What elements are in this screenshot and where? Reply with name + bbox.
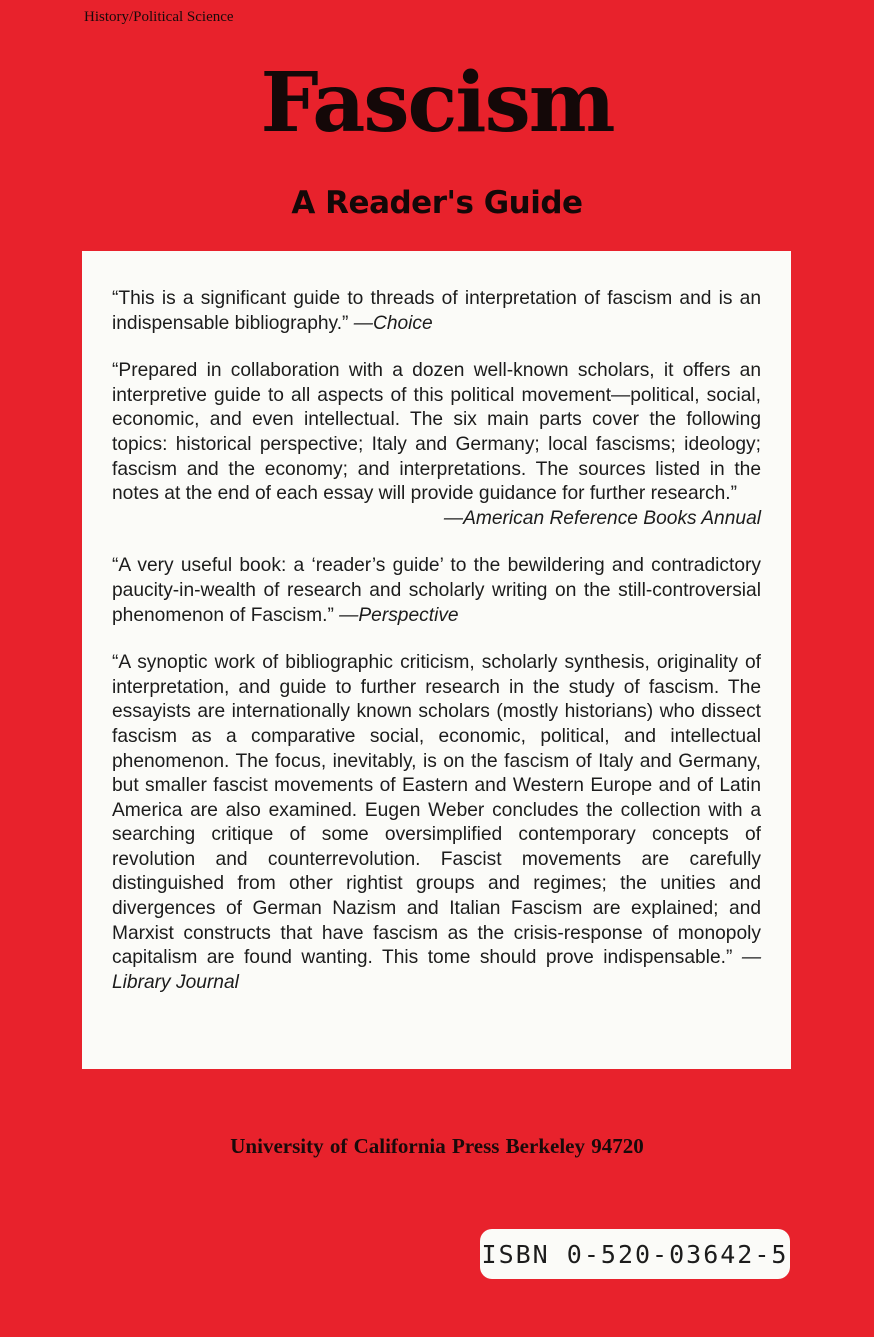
publisher-line: University of California Press Berkeley 94720 [230,1134,644,1158]
category-label: History/Political Science [84,9,234,25]
quote-text: “This is a significant guide to threads of interpretation of fascism and is an indispensable bibliography.” [112,288,761,334]
review-quote [112,359,761,531]
isbn-box [480,1229,790,1279]
isbn-number: ISBN 0-520-03642-5 [481,1239,789,1269]
quote-text: “Prepared in collaboration with a dozen well-known scholars, it offers an interpretive guide to all aspects of this political movement—political, social, economic, and even intellectual. The six main parts cover the following topics: historical perspective; Italy and Germany; local fascisms; ideology; fascism and the economy; and interpretations. The sources listed in the notes at the end of each essay will provide guidance for further research.” [112,360,761,505]
review-quotes-panel [82,251,791,1069]
review-quote [112,651,761,995]
review-quote [112,287,761,336]
quote-source: —Choice [353,312,433,334]
book-title: Fascism [260,55,614,151]
review-quote [112,554,761,628]
book-subtitle: A Reader's Guide [291,185,583,221]
quote-source: —American Reference Books Annual [443,507,761,529]
quote-source: —Library Journal [112,947,761,993]
quote-source: —Perspective [339,604,459,626]
quote-text: “A very useful book: a ‘reader’s guide’ to the bewildering and contradictory paucity-in-wealth of research and scholarly writing on the still-controversial phenomenon of Fascism.” [112,555,761,626]
quote-text: “A synoptic work of bibliographic criticism, scholarly synthesis, originality of interpretation, and guide to further research in the study of fascism. The essayists are internationally known scholars (mostly historians) who dissect fascism as a comparative social, economic, political, and intellectual phenomenon. The focus, inevitably, is on the fascism of Italy and Germany, but smaller fascist movements of Eastern and Western Europe and of Latin America are also examined. Eugen Weber concludes the collection with a searching critique of some oversimplified contemporary concepts of revolution and counterrevolution. Fascist movements are carefully distinguished from other rightist groups and regimes; the unities and divergences of German Nazism and Italian Fascism are explained; and Marxist constructs that have fascism as the crisis-response of monopoly capitalism are found wanting. This tome should prove indispensable.” [112,652,761,969]
